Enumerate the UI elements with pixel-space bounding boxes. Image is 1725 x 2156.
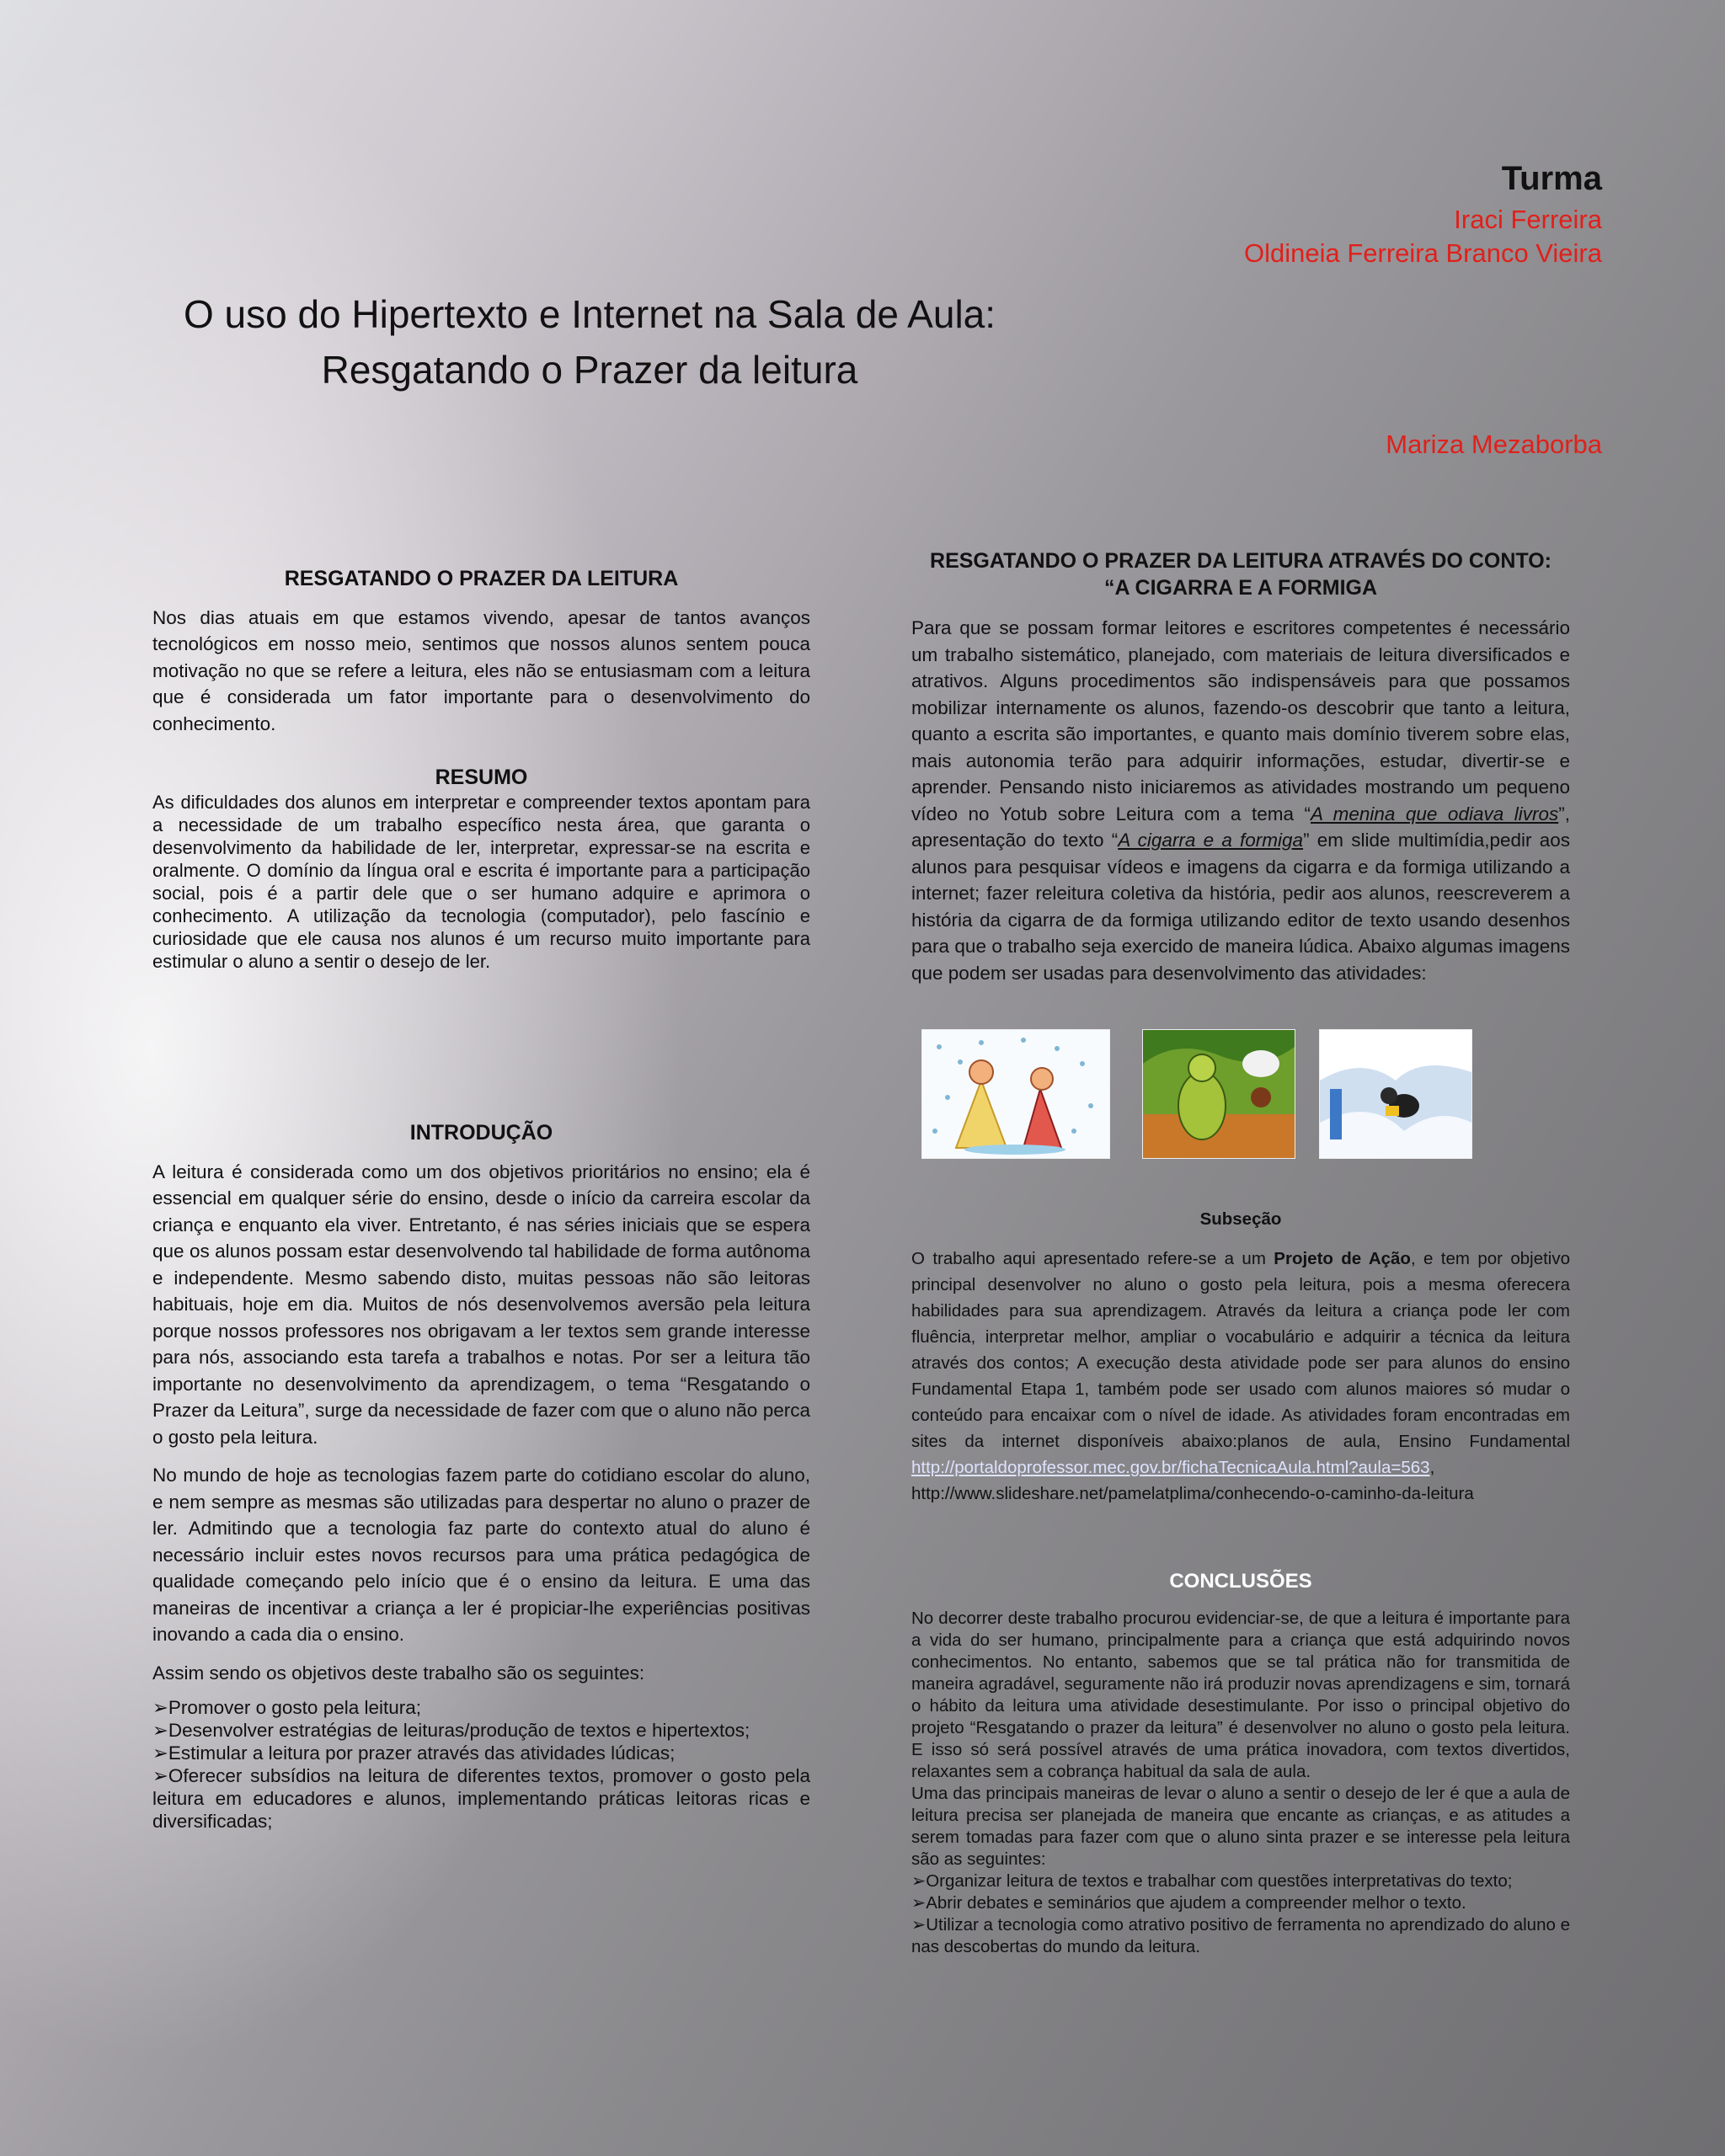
left-section-resumo <box>152 766 810 973</box>
projeto-acao-label: Projeto de Ação <box>1274 1249 1411 1268</box>
conto-text <box>911 615 1570 986</box>
author-1: Iraci Ferreira <box>1454 205 1602 234</box>
heading-conto <box>911 547 1570 601</box>
right-section-subsecao <box>911 1206 1570 1507</box>
cigarra-formiga-chuva-illustration <box>921 1029 1110 1159</box>
link-separator: , <box>1429 1458 1435 1477</box>
conto-text-a: Para que se possam formar leitores e escritores competentes é necessário um trabalho sistemático, planejado, com materiais de leitura diversificados e atrativos. Alguns procedimentos são indispensáveis para que possamos mobilizar internamente os alunos, fazendo-os descobrir que tanto a leitura, quanto a escrita são importantes, e quanto mais domínio tiverem sobre elas, mais autonomia terão para adquirir informações, estudar, divertir-se e aprender. Pensando nisto iniciaremos as atividades mostrando um pequeno vídeo no Yotub sobre Leitura com a tema “ <box>911 617 1570 825</box>
conto-text-c: ” em slide multimídia,pedir aos alunos para pesquisar vídeos e imagens da cigarra e da formiga utilizando a internet; fazer releitura coletiva da história, pedir aos alunos, reescreverem a história da cigarra de da formiga utilizando editor de texto usando desenhos para que o trabalho seja exercido de maneira lúdica. Abaixo algumas imagens que podem ser usadas para desenvolvimento das atividades: <box>911 830 1570 984</box>
cigarra-violao-illustration <box>1142 1029 1295 1159</box>
subsecao-text-b: , e tem por objetivo principal desenvolver no aluno o gosto pela leitura, pois a mesma oferecera habilidades para sua aprendizagem. Através da leitura a criança pode ler com fluência, interpretar melhor, ampliar o vocabulário e adquirir a técnica da leitura através dos contos; A execução desta atividade pode ser para alunos do ensino Fundamental Etapa 1, também pode ser usado com alunos maiores só mudar o conteúdo para encaixar com o nível de idade. As atividades foram encontradas em sites da internet disponíveis abaixo:planos de aula, Ensino Fundamental <box>911 1249 1570 1451</box>
title-line-2: Resgatando o Prazer da leitura <box>321 348 858 392</box>
conto-text-b: ”, apresentação do texto “ <box>911 803 1570 851</box>
heading-prazer: RESGATANDO O PRAZER DA LEITURA <box>284 567 679 590</box>
objective-item: ➢ Promover o gosto pela leitura; <box>152 1696 810 1719</box>
conclusao-item: ➢ Utilizar a tecnologia como atrativo positivo de ferramenta no aprendizado do aluno e nas descobertas do mundo da leitura. <box>911 1914 1570 1958</box>
heading-conto-line-1: RESGATANDO O PRAZER DA LEITURA ATRAVÉS DO CONTO: <box>930 549 1551 573</box>
subsecao-text <box>911 1246 1570 1481</box>
left-section-prazer <box>152 566 810 737</box>
turma-label: Turma <box>1501 160 1602 197</box>
heading-conto-line-2: “A CIGARRA E A FORMIGA <box>1103 576 1378 600</box>
subsecao-text-a: O trabalho aqui apresentado refere-se a um <box>911 1249 1274 1268</box>
advisor-name: Mariza Mezaborba <box>1386 430 1602 459</box>
left-section-introducao <box>152 1120 810 1833</box>
resumo-text: As dificuldades dos alunos em interpretar e compreender textos apontam para a necessidade de um trabalho específico nesta área, que garanta o desenvolvimento da habilidade de ler, interpretar, expressar-se na escrita e oralmente. O domínio da língua oral e escrita é importante para a participação social, pois é a partir dele que o ser humano adquire e aprimora o conhecimento. A utilização da tecnologia (computador), pelo fascínio e curiosidade que ele causa nos alunos é um recurso muito importante para estimular o aluno a sentir o desejo de ler. <box>152 792 810 972</box>
heading-subsecao: Subseção <box>1199 1209 1282 1229</box>
portal-professor-link[interactable]: http://portaldoprofessor.mec.gov.br/fichaTecnicaAula.html?aula=563 <box>911 1458 1430 1477</box>
conclusoes-paragraph-1: No decorrer deste trabalho procurou evidenciar-se, de que a leitura é importante para a vida do ser humano, principalmente para a criança que está adquirindo novos conhecimentos. No entanto, sabemos que se tal prática não for transmitida de maneira agradável, seguramente não irá produzir novas aprendizagens e sim, tornará o hábito da leitura uma atividade desestimulante. Por isso o principal objetivo do projeto “Resgatando o prazer da leitura” é desenvolver no aluno o gosto pela leitura. E isso só será possível através de uma prática inovadora, com textos divertidos, relaxantes sem a cobrança habitual da sala de aula. <box>911 1609 1570 1781</box>
heading-conclusoes: CONCLUSÕES <box>1169 1570 1312 1593</box>
poster-title <box>135 286 1044 398</box>
intro-paragraph-1: A leitura é considerada como um dos objetivos prioritários no ensino; ela é essencial em qualquer série do ensino, desde o início da carreira escolar da criança e enquanto ela viver. Entretanto, é nas séries iniciais que se espera que os alunos possam estar desenvolvendo tal habilidade de forma autônoma e independente. Mesmo sabendo disto, muitas pessoas não são leitoras habituais, hoje em dia. Muitos de nós desenvolvemos aversão pela leitura porque nossos professores nos obrigavam a ler textos sem grande interesse para nós, associando esta tarefa a trabalhos e notas. Por ser a leitura tão importante no desenvolvimento da aprendizagem, o tema “Resgatando o Prazer da Leitura”, surge da necessidade de fazer com que o aluno não perca o gosto pela leitura. <box>152 1161 810 1448</box>
right-section-conclusoes <box>911 1571 1570 1958</box>
prazer-text: Nos dias atuais em que estamos vivendo, apesar de tantos avanços tecnológicos em nosso meio, sentimos que nossos alunos sentem pouca motivação no que se refere a leitura, eles não se entusiasmam com a leitura que é considerada um fator importante para o desenvolvimento do conhecimento. <box>152 606 810 734</box>
heading-resumo: RESUMO <box>435 766 528 789</box>
objectives-list <box>152 1696 810 1833</box>
story-title: A cigarra e a formiga <box>1118 830 1304 851</box>
title-line-1: O uso do Hipertexto e Internet na Sala de Aula: <box>183 292 996 336</box>
objective-item: ➢ Oferecer subsídios na leitura de diferentes textos, promover o gosto pela leitura em educadores e alunos, implementando práticas leitoras ricas e diversificadas; <box>152 1764 810 1833</box>
objective-item: ➢ Estimular a leitura por prazer através das atividades lúdicas; <box>152 1742 810 1764</box>
conclusoes-paragraph-2: Uma das principais maneiras de levar o aluno a sentir o desejo de ler é que a aula de leitura precisa ser planejada de maneira que encante as crianças, e as atitudes a serem tomadas para fazer com que o aluno sinta prazer e se interesse pela leitura são as seguintes: <box>911 1784 1570 1869</box>
objective-item: ➢ Desenvolver estratégias de leituras/produção de textos e hipertextos; <box>152 1719 810 1742</box>
heading-introducao: INTRODUÇÃO <box>409 1121 553 1145</box>
video-title: A menina que odiava livros <box>1310 803 1559 825</box>
conclusoes-list <box>911 1870 1570 1958</box>
right-section-conto <box>911 547 1570 986</box>
conclusao-item: ➢ Abrir debates e seminários que ajudem a compreender melhor o texto. <box>911 1892 1570 1914</box>
intro-paragraph-2: No mundo de hoje as tecnologias fazem parte do cotidiano escolar do aluno, e nem sempre as mesmas são utilizadas para despertar no aluno o prazer de ler. Admitindo que a tecnologia faz parte do contexto atual do aluno é necessário incluir estes novos recursos para uma prática pedagógica de qualidade começando pelo início que é o ensino da leitura. E uma das maneiras de incentivar a criança a ler é propiciar-lhe experiências positivas inovando a cada dia o ensino. <box>152 1465 810 1645</box>
formiga-neve-illustration <box>1319 1029 1472 1159</box>
conclusao-item: ➢ Organizar leitura de textos e trabalhar com questões interpretativas do texto; <box>911 1870 1570 1892</box>
intro-paragraph-3: Assim sendo os objetivos deste trabalho são os seguintes: <box>152 1662 645 1684</box>
author-2: Oldineia Ferreira Branco Vieira <box>1243 238 1602 268</box>
slideshare-link[interactable]: http://www.slideshare.net/pamelatplima/conhecendo-o-caminho-da-leitura <box>911 1484 1474 1503</box>
